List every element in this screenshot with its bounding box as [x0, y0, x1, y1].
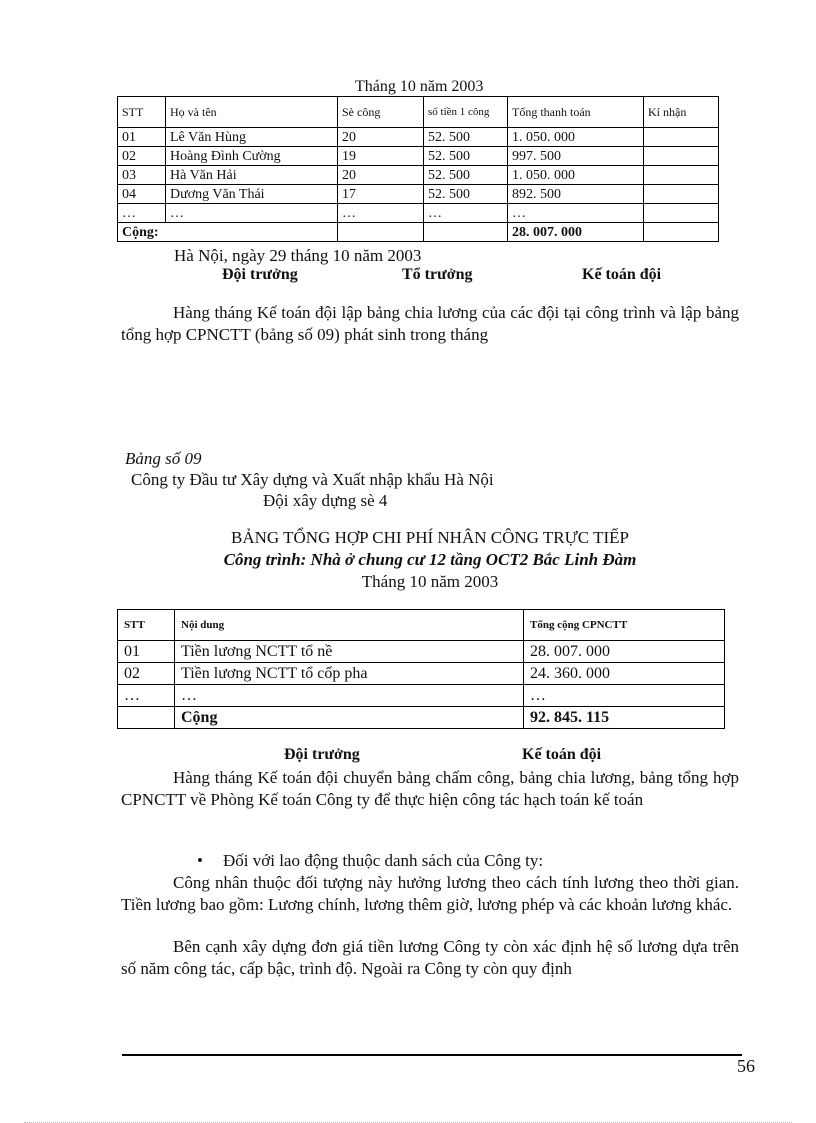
table-cell: 28. 007. 000: [524, 641, 725, 663]
table-cell: 1. 050. 000: [508, 166, 644, 185]
table-row: [118, 663, 725, 685]
signer-ke-toan: Kế toán đội: [582, 266, 662, 283]
table-cell: Hà Văn Hải: [166, 166, 338, 185]
header-cell: STT: [118, 610, 175, 641]
company-name: Công ty Đầu tư Xây dựng và Xuất nhập khẩu Hà Nội: [131, 470, 494, 489]
table-cell: Lê Văn Hùng: [166, 128, 338, 147]
table-row: [118, 685, 725, 707]
table-cell: 52. 500: [424, 147, 508, 166]
table-cell: Tiền lương NCTT tổ cốp pha: [175, 663, 524, 685]
table-cell: [644, 185, 719, 204]
header-cell: STT: [118, 97, 166, 128]
bullet-item: [197, 851, 543, 871]
report-month: Tháng 10 năm 2003: [361, 572, 499, 591]
top-table-title: Tháng 10 năm 2003: [355, 78, 484, 95]
header-cell: Tổng thanh toán: [508, 97, 644, 128]
page-number: 56: [737, 1056, 755, 1076]
header-cell: Tổng cộng CPNCTT: [524, 610, 725, 641]
total-label: Cộng:: [118, 223, 338, 242]
table-cell: 19: [338, 147, 424, 166]
footer-divider: [122, 1054, 742, 1056]
table-header-row: [118, 97, 719, 128]
table-row: [118, 185, 719, 204]
table-row: [118, 128, 719, 147]
salary-table: [117, 96, 719, 242]
table-cell: …: [118, 685, 175, 707]
table-total-row: [118, 707, 725, 729]
table-cell: 1. 050. 000: [508, 128, 644, 147]
table-total-row: [118, 223, 719, 242]
table-cell: 02: [118, 663, 175, 685]
table-cell: 02: [118, 147, 166, 166]
signer-doi-truong: Đội trưởng: [222, 266, 298, 283]
table-cell: …: [508, 204, 644, 223]
table-cell: 20: [338, 166, 424, 185]
header-cell: Nội dung: [175, 610, 524, 641]
table-cell: Dương Văn Thái: [166, 185, 338, 204]
table-row: [118, 166, 719, 185]
team-name: Đội xây dựng sè 4: [263, 491, 388, 510]
paragraph: Hàng tháng Kế toán đội lập bảng chia lương của các đội tại công trình và lập bảng tổng hợp CPNCTT (bảng số 09) phát sinh trong tháng: [121, 303, 739, 344]
report-subtitle: Công trình: Nhà ở chung cư 12 tầng OCT2 Bắc Linh Đàm: [223, 550, 637, 569]
table-row: [118, 147, 719, 166]
table-cell: …: [118, 204, 166, 223]
table-cell: …: [166, 204, 338, 223]
table-cell: …: [175, 685, 524, 707]
report-title: BẢNG TỔNG HỢP CHI PHÍ NHÂN CÔNG TRỰC TIẾP: [231, 528, 629, 547]
table-cell: [338, 223, 424, 242]
table-cell: 997. 500: [508, 147, 644, 166]
table-cell: [644, 166, 719, 185]
table-cell: [644, 147, 719, 166]
table-cell: 01: [118, 128, 166, 147]
table-cell: 52. 500: [424, 185, 508, 204]
table-cell: 892. 500: [508, 185, 644, 204]
header-cell: Sè công: [338, 97, 424, 128]
paragraph: Hàng tháng Kế toán đội chuyển bảng chấm công, bảng chia lương, bảng tổng hợp CPNCTT về Phòng Kế toán Công ty để thực hiện công tác hạch toán kế toán: [121, 768, 739, 809]
table-cell: 17: [338, 185, 424, 204]
table-cell: 03: [118, 166, 166, 185]
summary-table: [117, 609, 725, 729]
table-cell: …: [338, 204, 424, 223]
header-cell: Họ và tên: [166, 97, 338, 128]
bullet-text: Đối với lao động thuộc danh sách của Công ty:: [223, 851, 544, 870]
paragraph: Bên cạnh xây dựng đơn giá tiền lương Công ty còn xác định hệ số lương dựa trên số năm công tác, cấp bậc, trình độ. Ngoài ra Công ty còn quy định: [121, 937, 739, 978]
table-cell: [118, 707, 175, 729]
table-header-row: [118, 610, 725, 641]
table-cell: [424, 223, 508, 242]
table-cell: 52. 500: [424, 128, 508, 147]
table-cell: [644, 223, 719, 242]
header-cell: số tiền 1 công: [424, 97, 508, 128]
signer-to-truong: Tổ trưởng: [402, 266, 473, 283]
table-cell: 04: [118, 185, 166, 204]
total-value: 28. 007. 000: [508, 223, 644, 242]
table-cell: 24. 360. 000: [524, 663, 725, 685]
table-cell: [644, 128, 719, 147]
signer-ke-toan: Kế toán đội: [522, 746, 602, 763]
paragraph: Công nhân thuộc đối tượng này hưởng lương theo cách tính lương theo thời gian. Tiền lương bao gồm: Lương chính, lương thêm giờ, lương phép và các khoản lương khác.: [121, 873, 739, 914]
table-cell: [644, 204, 719, 223]
table-cell: 01: [118, 641, 175, 663]
place-date: Hà Nội, ngày 29 tháng 10 năm 2003: [174, 246, 422, 265]
table-cell: …: [524, 685, 725, 707]
total-label: Cộng: [175, 707, 524, 729]
table-cell: Tiền lương NCTT tổ nề: [175, 641, 524, 663]
table-row: [118, 641, 725, 663]
table-cell: 20: [338, 128, 424, 147]
table-cell: Hoàng Đình Cường: [166, 147, 338, 166]
table-number: Bảng số 09: [125, 449, 202, 468]
total-value: 92. 845. 115: [524, 707, 725, 729]
signer-doi-truong: Đội trưởng: [284, 746, 360, 763]
table-row: [118, 204, 719, 223]
bullet-icon: •: [197, 851, 203, 870]
table-cell: …: [424, 204, 508, 223]
table-cell: 52. 500: [424, 166, 508, 185]
header-cell: Kí nhận: [644, 97, 719, 128]
